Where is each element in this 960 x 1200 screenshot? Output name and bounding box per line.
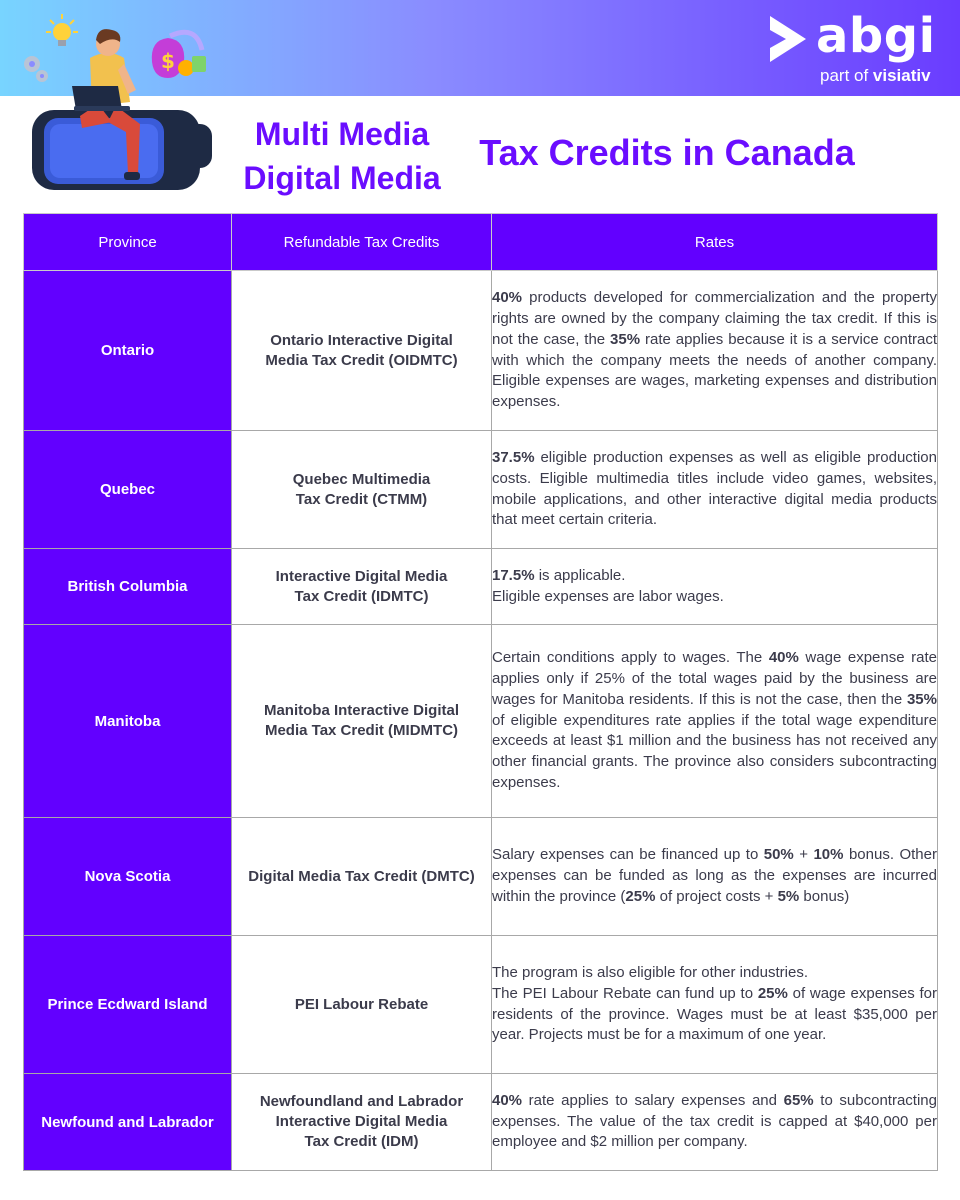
rate-segment: rate applies to salary expenses and: [522, 1091, 784, 1109]
credit-line: Tax Credit (CTMM): [295, 490, 428, 508]
rate-segment: bonus): [799, 887, 850, 905]
table-row: [24, 1074, 938, 1171]
table-row: [24, 549, 938, 625]
rate-highlight: 35%: [906, 690, 937, 708]
rate-cell: [492, 1074, 938, 1171]
rate-segment: bonus. Other expenses can be funded as long as the expenses are incurred within the province (: [492, 846, 937, 905]
rate-highlight: 40%: [768, 649, 799, 667]
rate-segment: of eligible expenditures rate applies if the total wage expenditure exceeds at least $1 million and the business has not received any other financial grants. The province also considers subcontracting expenses.: [492, 711, 937, 791]
province-cell: Prince Ecdward Island: [24, 936, 232, 1074]
credit-line: Interactive Digital Media: [275, 567, 448, 585]
province-cell: Newfound and Labrador: [24, 1074, 232, 1171]
rate-text: [492, 566, 937, 608]
rate-highlight: 5%: [777, 887, 800, 905]
logo-sub-brand: visiativ: [872, 66, 931, 85]
credit-line: PEI Labour Rebate: [294, 995, 429, 1013]
lightbulb-icon: [46, 14, 78, 46]
credit-line: Media Tax Credit (MIDMTC): [264, 722, 459, 739]
rate-text: [492, 1091, 937, 1153]
credit-line: Tax Credit (IDMTC): [294, 587, 429, 605]
rate-cell: [492, 549, 938, 625]
credit-line: Interactive Digital Media: [275, 1113, 448, 1130]
rate-segment: wage expense rate applies only if 25% of the total wages paid by the business are wages for Manitoba residents. If this is not the case, then the: [492, 649, 937, 708]
money-bag-icon: [152, 32, 206, 78]
table-body: [24, 271, 938, 1171]
rate-cell: [492, 936, 938, 1074]
rate-text: [492, 288, 937, 413]
table-row: [24, 431, 938, 549]
province-cell: Quebec: [24, 431, 232, 549]
rate-segment: Certain conditions apply to wages. The: [492, 649, 769, 667]
rate-highlight: 40%: [492, 1091, 523, 1109]
gear-icon: [24, 56, 48, 82]
rate-segment: of wage expenses for residents of the province. Wages must be at least $35,000 per year. Projects must be for a maximum of one year.: [492, 984, 937, 1044]
table-row: [24, 271, 938, 431]
province-cell: Ontario: [24, 271, 232, 431]
credit-line: Digital Media Tax Credit (DMTC): [248, 867, 475, 885]
rate-highlight: 50%: [763, 846, 794, 864]
rate-text: [492, 448, 937, 531]
rate-segment: Salary expenses can be financed up to: [492, 846, 764, 864]
credit-cell: [232, 936, 492, 1074]
rate-highlight: 10%: [813, 846, 844, 864]
credit-line: Media Tax Credit (OIDMTC): [265, 351, 458, 369]
rate-highlight: 40%: [492, 289, 523, 307]
page-title-right: Tax Credits in Canada: [479, 132, 855, 173]
rate-cell: [492, 818, 938, 936]
credit-cell: [232, 271, 492, 431]
rate-segment: products developed for commercialization and the property rights are owned by the company claiming the tax credit. If this is not the case, the: [492, 289, 937, 348]
credit-cell: [232, 549, 492, 625]
column-header-credits: Refundable Tax Credits: [232, 214, 492, 271]
rate-cell: [492, 431, 938, 549]
credit-line: Newfoundland and Labrador: [259, 1093, 464, 1110]
credit-cell: [232, 431, 492, 549]
rate-cell: [492, 625, 938, 818]
credit-line: Tax Credit (IDM): [304, 1133, 419, 1150]
table-row: [24, 625, 938, 818]
rate-cell: [492, 271, 938, 431]
logo-sub-prefix: part of: [820, 66, 873, 85]
province-cell: Manitoba: [24, 625, 232, 818]
rate-text: [492, 963, 937, 1046]
rate-highlight: 35%: [610, 330, 641, 348]
title-line-1: Multi Media: [254, 116, 430, 152]
person-on-vr-headset-illustration: [20, 6, 220, 206]
rate-highlight: 65%: [783, 1091, 814, 1109]
rate-segment: +: [793, 846, 814, 864]
province-cell: British Columbia: [24, 549, 232, 625]
rate-text: [492, 648, 937, 794]
rate-highlight: 25%: [757, 984, 788, 1002]
page-title-left: [232, 112, 452, 200]
table-header-row: [24, 214, 938, 271]
rate-highlight: 25%: [625, 887, 656, 905]
rate-segment: Eligible expenses are labor wages.: [492, 587, 724, 605]
logo-text: abgi: [816, 8, 936, 64]
rate-segment: The program is also eligible for other industries.: [492, 963, 808, 981]
rate-segment: to subcontracting expenses. The value of the tax credit is capped at $40,000 per employee and $2 million per company.: [492, 1091, 937, 1151]
rate-text: [492, 845, 937, 907]
rate-segment: eligible production expenses as well as eligible production costs. Eligible multimedia titles include video games, websites, mobile applications, and other interactive digital media products that meet certain criteria.: [492, 448, 937, 529]
tax-credits-table: [23, 213, 938, 1171]
svg-text:$: $: [161, 49, 175, 73]
abgi-arrow-icon: [766, 14, 810, 64]
rate-segment: of project costs +: [655, 887, 778, 905]
rate-highlight: 37.5%: [492, 448, 535, 466]
abgi-logo[interactable]: [766, 10, 936, 90]
column-header-rates: Rates: [492, 214, 938, 271]
credit-cell: [232, 818, 492, 936]
column-header-province: Province: [24, 214, 232, 271]
credit-line: Quebec Multimedia: [292, 470, 431, 488]
rate-highlight: 17.5%: [492, 566, 535, 584]
logo-subtitle: [820, 66, 931, 86]
province-cell: Nova Scotia: [24, 818, 232, 936]
rate-segment: The PEI Labour Rebate can fund up to: [492, 984, 758, 1002]
credit-line: Manitoba Interactive Digital: [263, 702, 460, 719]
credit-cell: [232, 1074, 492, 1171]
rate-segment: rate applies because it is a service contract with which the company meets the needs of another company. Eligible expenses are wages, marketing expenses and distribution expenses.: [492, 330, 937, 411]
rate-segment: is applicable.: [534, 566, 626, 584]
table-row: [24, 936, 938, 1074]
table-row: [24, 818, 938, 936]
credit-cell: [232, 625, 492, 818]
title-line-2: Digital Media: [243, 160, 441, 196]
credit-line: Ontario Interactive Digital: [270, 331, 453, 349]
